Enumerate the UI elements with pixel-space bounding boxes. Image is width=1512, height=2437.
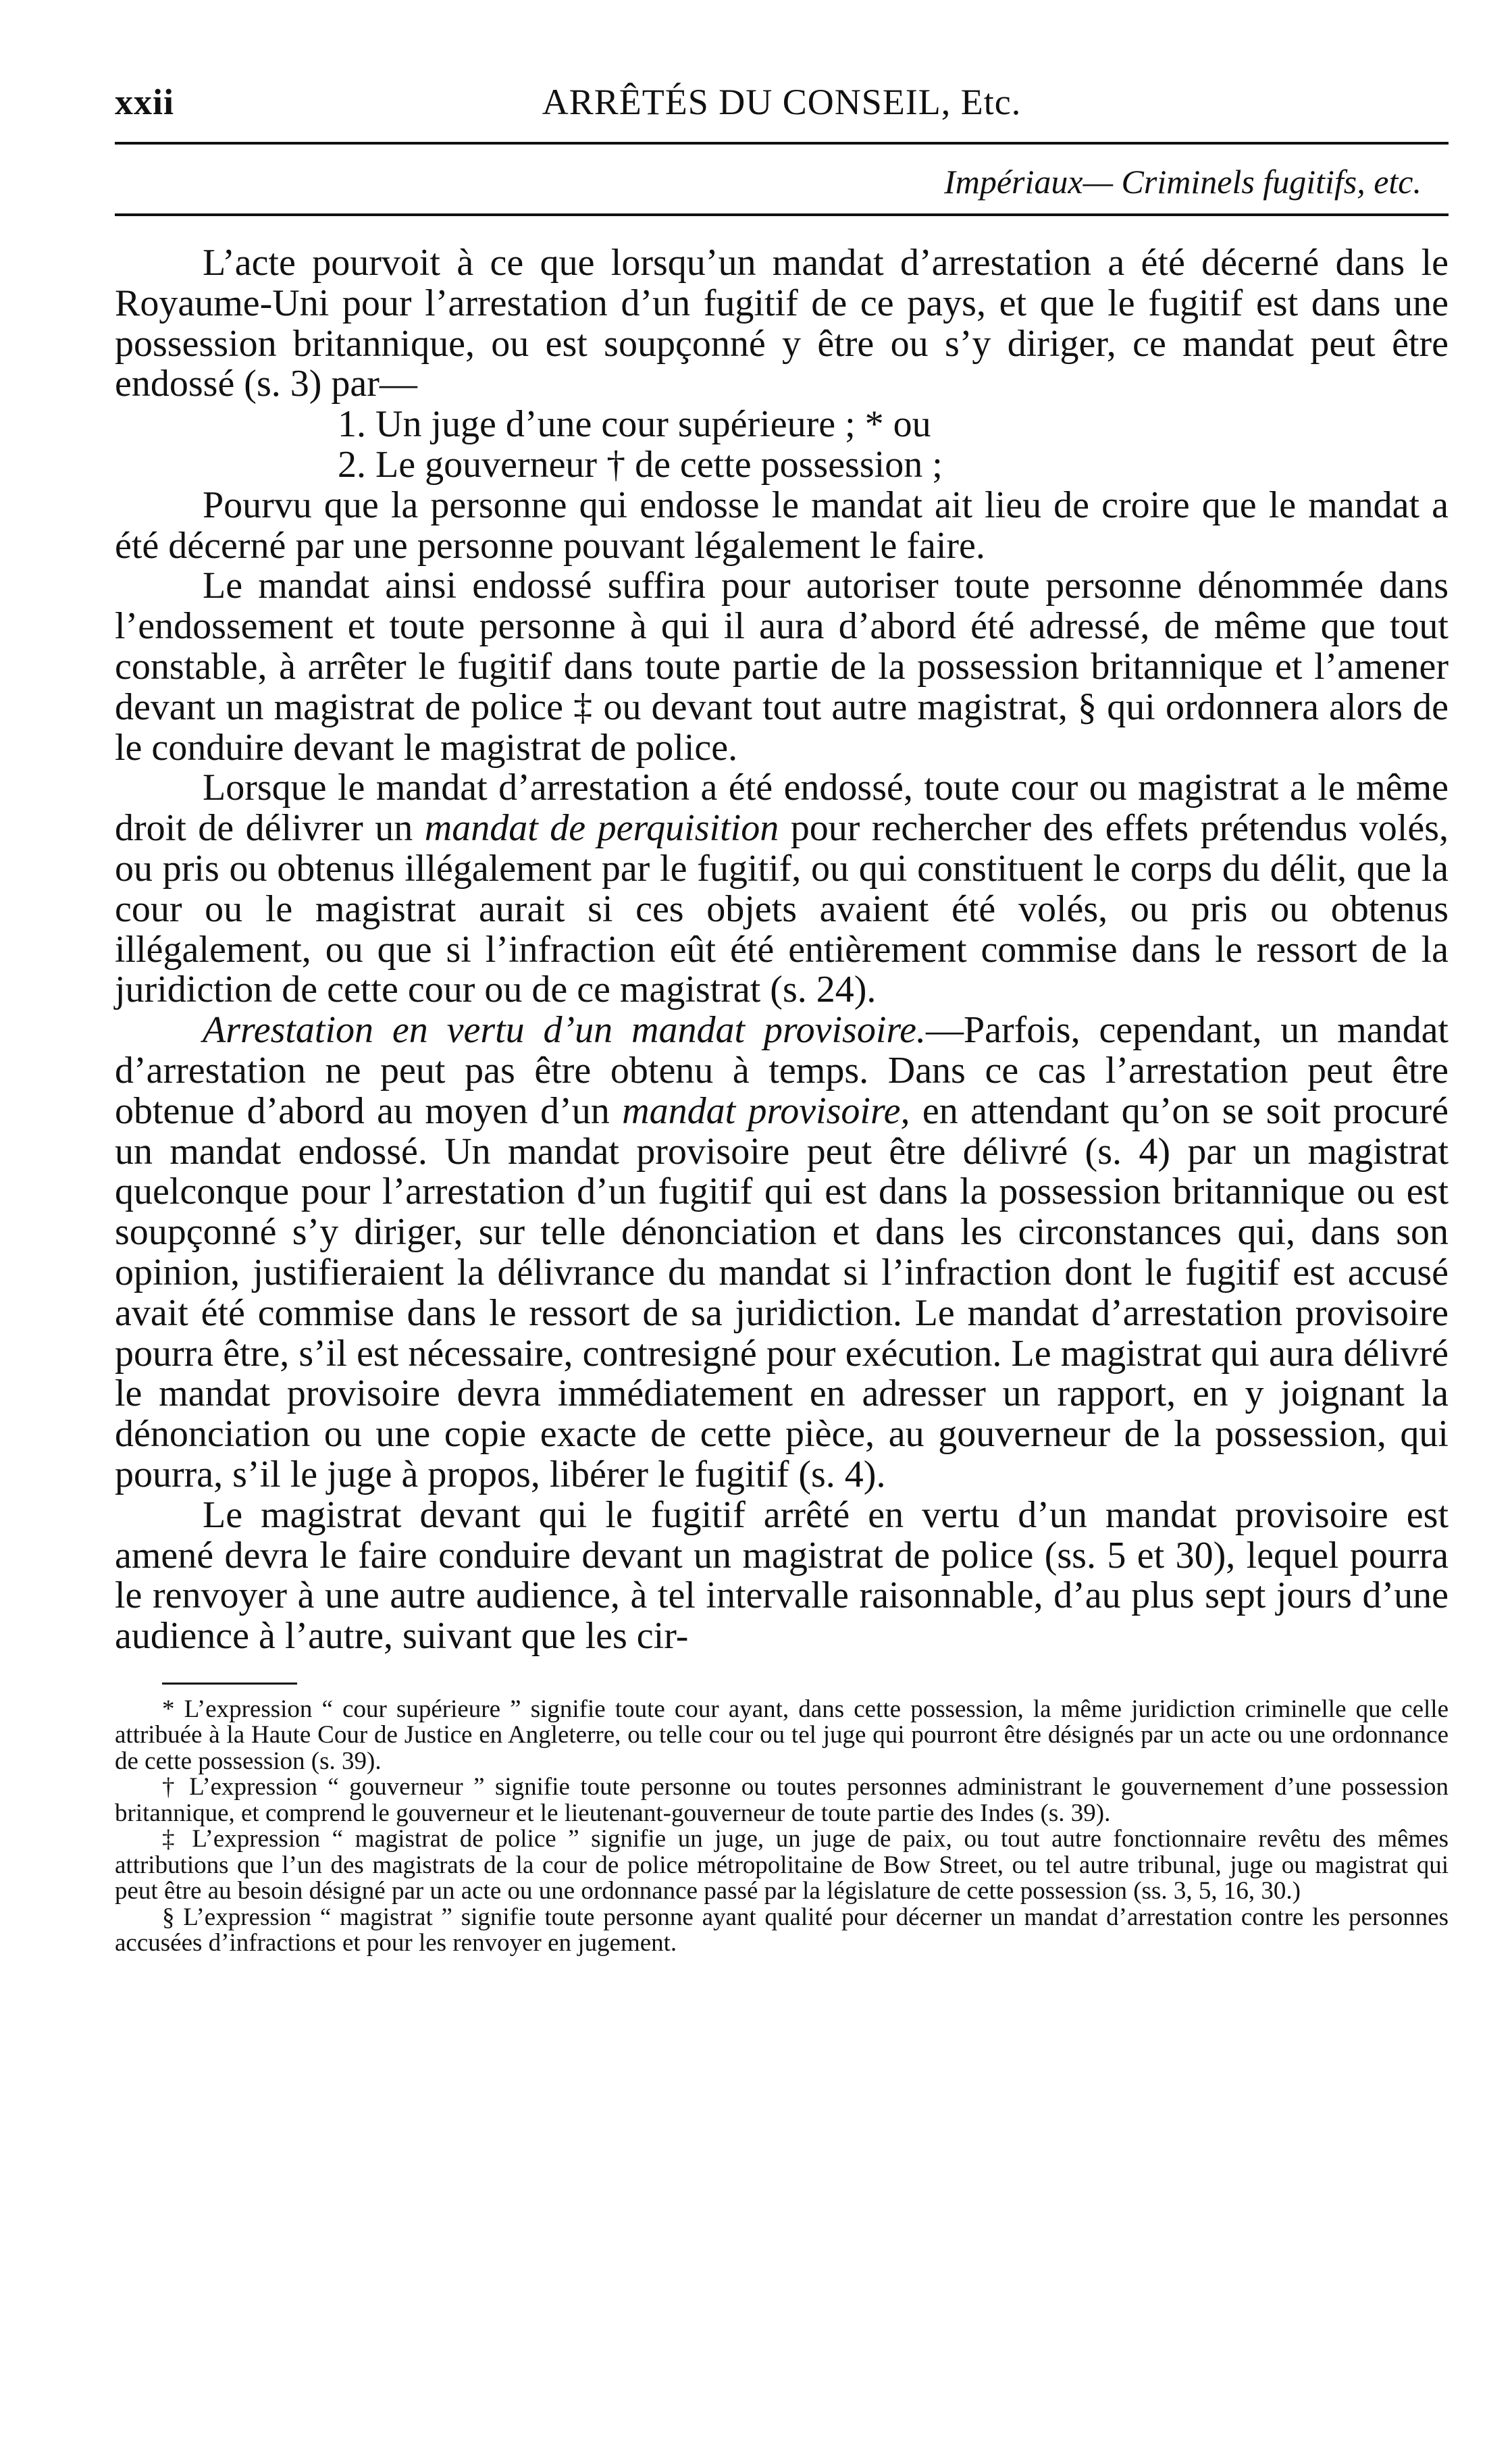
paragraph-proviso: Pourvu que la personne qui endosse le mandat ait lieu de croire que le mandat a été décerné par une personne pouvant légalement le faire. [115,484,1449,567]
section-subhead: Impériaux— Criminels fugitifs, etc. [944,163,1422,201]
list-item-juge: 1. Un juge d’une cour supérieure ; * ou [338,403,931,446]
italic-heading: Arrestation en vertu d’un mandat provisoire. [203,1009,926,1052]
footnote-gouverneur: † L’expression “ gouverneur ” signifie toute personne ou toutes personnes administrant le gouvernement d’une possession britannique, et comprend le gouverneur et le lieutenant-gouverneur de toute partie des Indes (s. 39). [115,1773,1449,1827]
text-run: en attendant qu’on se soit procuré un mandat endossé. Un mandat provisoire peut être délivré (s. 4) par un magistrat quelconque pour l’arrestation d’un fugitif qui est dans la possession britannique ou est soupçonné s’y diriger, sur telle dénonciation et dans les circonstances qui, dans son opinion, justifieraient la délivrance du mandat si l’infraction dont le fugitif est accusé avait été commise dans le ressort de sa juridiction. Le mandat d’arrestation provisoire pourra être, s’il est nécessaire, contresigné pour exécution. Le magistrat qui aura délivré le mandat provisoire devra immédiatement en adresser un rapport, en y joignant la dénonciation ou une copie exacte de cette pièce, au gouverneur de la possession, qui pourra, s’il le juge à propos, libérer le fugitif (s. 4). [115,1089,1449,1495]
subhead-rule [115,213,1449,216]
page-number: xxii [115,82,175,122]
paragraph-mandat-provisoire [115,1010,1449,1495]
footnote-cour-superieure: * L’expression “ cour supérieure ” signifie toute cour ayant, dans cette possession, la même juridiction criminelle que celle attribuée à la Haute Cour de Justice en Angleterre, ou telle cour ou tel juge qui pourront être désignés par un acte ou une ordonnance de cette possession (s. 39). [115,1695,1449,1775]
italic-term: mandat de perquisition [424,807,779,850]
paragraph-endossement: Le mandat ainsi endossé suffira pour autoriser toute personne dénommée dans l’endossement et toute personne à qui il aura d’abord été adressé, de même que tout constable, à arrêter le fugitif dans toute partie de la possession britannique et l’amener devant un magistrat de police ‡ ou devant tout autre magistrat, § qui ordonnera alors de le conduire devant le magistrat de police. [115,565,1449,769]
running-title: ARRÊTÉS DU CONSEIL, Etc. [542,82,1022,122]
page-header [115,74,1449,135]
list-item-gouverneur: 2. Le gouverneur † de cette possession ; [338,443,943,486]
body-text [115,243,1449,1657]
paragraph-perquisition [115,768,1449,1010]
footnotes [115,1697,1449,1957]
paragraph-renvoi: Le magistrat devant qui le fugitif arrêté en vertu d’un mandat provisoire est amené devra le faire conduire devant un magistrat de police (ss. 5 et 30), lequel pourra le renvoyer à une autre audience, à tel intervalle raisonnable, d’au plus sept jours d’une audience à l’autre, suivant que les cir- [115,1493,1449,1658]
paragraph-intro: L’acte pourvoit à ce que lorsqu’un mandat d’arrestation a été décerné dans le Royaume-Uni pour l’arrestation d’un fugitif de ce pays, et que le fugitif est dans une possession britannique, ou est soupçonné y être ou s’y diriger, ce mandat peut être endossé (s. 3) par— [115,242,1449,405]
text-run: Lorsque le mandat d’arrestation a été endossé, toute cour ou magistrat a le même droit de délivrer un [115,767,1449,850]
footnote-rule [162,1683,297,1685]
footnote-magistrat: § L’expression “ magistrat ” signifie toute personne ayant qualité pour décerner un mandat d’arrestation contre les personnes accusées d’infractions et pour les renvoyer en jugement. [115,1903,1449,1957]
text-run: —Parfois, cependant, un mandat d’arrestation ne peut pas être obtenu à temps. Dans ce cas l’arrestation peut être obtenue d’abord au moyen d’un [115,1009,1449,1132]
text-run: pour rechercher des effets prétendus volés, ou pris ou obtenus illégalement par le fugitif, ou qui constituent le corps du délit, que la cour ou le magistrat aurait si ces objets avaient été volés, ou pris ou obtenus illégalement, ou que si l’infraction eût été entièrement commise dans le ressort de la juridiction de cette cour ou de ce magistrat (s. 24). [115,807,1449,1011]
footnote-magistrat-police: ‡ L’expression “ magistrat de police ” signifie un juge, un juge de paix, ou tout autre fonctionnaire revêtu des mêmes attributions que l’un des magistrats de la cour de police métropolitaine de Bow Street, ou tel autre tribunal, juge ou magistrat qui peut être au besoin désigné par un acte ou une ordonnance passé par la législature de cette possession (ss. 3, 5, 16, 30.) [115,1825,1449,1905]
italic-term: mandat provisoire, [622,1089,910,1132]
page [115,74,1449,1957]
